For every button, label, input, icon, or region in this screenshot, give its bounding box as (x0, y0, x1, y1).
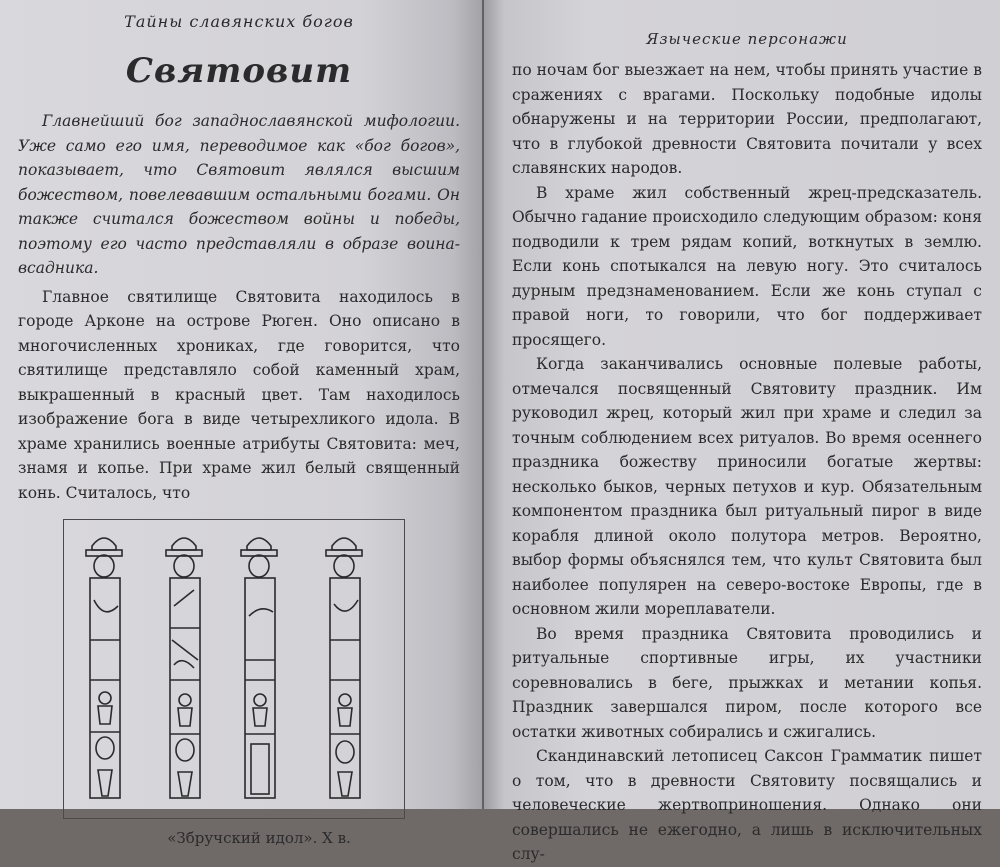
idol-illustration (64, 520, 404, 818)
body-paragraph: Скандинавский летописец Саксон Грамматик пишет о том, что в древности Святовиту посвящались и человеческие жертвоприношения. Однако они совершались не ежегодно, а лишь в исключительных слу- (512, 747, 982, 863)
body-paragraph: Главное святилище Святовита находилось в городе Арконе на острове Рюген. Оно описано в многочисленных хрониках, где говорится, что святилище представляло собой каменный храм, выкрашенный в красный цвет. Там находилось изображение бога в виде четырехликого идола. В храме хранились военные атрибуты Святовита: меч, знамя и копье. При храме жил белый священный конь. Считалось, что (18, 287, 460, 502)
running-head-right: Языческие персонажи (646, 30, 848, 48)
figure-caption: «Збручский идол». X в. (167, 829, 351, 847)
intro-paragraph: Главнейший бог западнославянской мифологии. Уже само его имя, переводимое как «бог богов», показывает, что Святовит являлся высшим божеством, повелевавшим остальными богами. Он также считался божеством войны и победы, поэтому его часто представляли в образе воина-всадника. (18, 112, 460, 277)
body-paragraph: В храме жил собственный жрец-предсказатель. Обычно гадание происходило следующим образом: коня подводили к трем рядам копий, воткнутых в землю. Если конь спотыкался на левую ногу. Это считалось дурным предзнаменованием. Если же конь ступал с правой ноги, то говорили, что бог поддерживает просящего. (512, 183, 982, 349)
zbruch-idol-figure (63, 519, 405, 819)
body-paragraph: Во время праздника Святовита проводились и ритуальные спортивные игры, их участники соревновались в беге, прыжках и метании копья. Праздник завершался пиром, после которого все остатки животных собирались и сжигались. (512, 624, 982, 741)
continued-paragraph: по ночам бог выезжает на нем, чтобы принять участие в сражениях с врагами. Поскольку подобные идолы обнаружены и на территории России, предполагают, что в глубокой древности Святовита почитали у всех славянских народов. (512, 61, 982, 177)
idol-face-1 (86, 538, 122, 798)
running-head-left: Тайны славянских богов (124, 12, 354, 31)
right-page (484, 0, 1000, 863)
chapter-title: Святовит (125, 51, 353, 91)
idol-face-2 (166, 538, 202, 798)
idol-face-4 (326, 538, 362, 798)
body-paragraph: Когда заканчивались основные полевые работы, отмечался посвященный Святовиту праздник. Им руководил жрец, который жил при храме и следил за точным соблюдением всех ритуалов. Во время осеннего праздника божеству приносили богатые жертвы: несколько быков, черных петухов и кур. Обязательным компонентом праздника был ритуальный пирог в виде корабля длиной около полутора метров. Вероятно, выбор формы объяснялся тем, что культ Святовита был наиболее популярен на северо-востоке Европы, где в основном жили мореплаватели. (512, 355, 982, 618)
left-page (0, 0, 482, 847)
idol-face-3 (241, 538, 277, 798)
